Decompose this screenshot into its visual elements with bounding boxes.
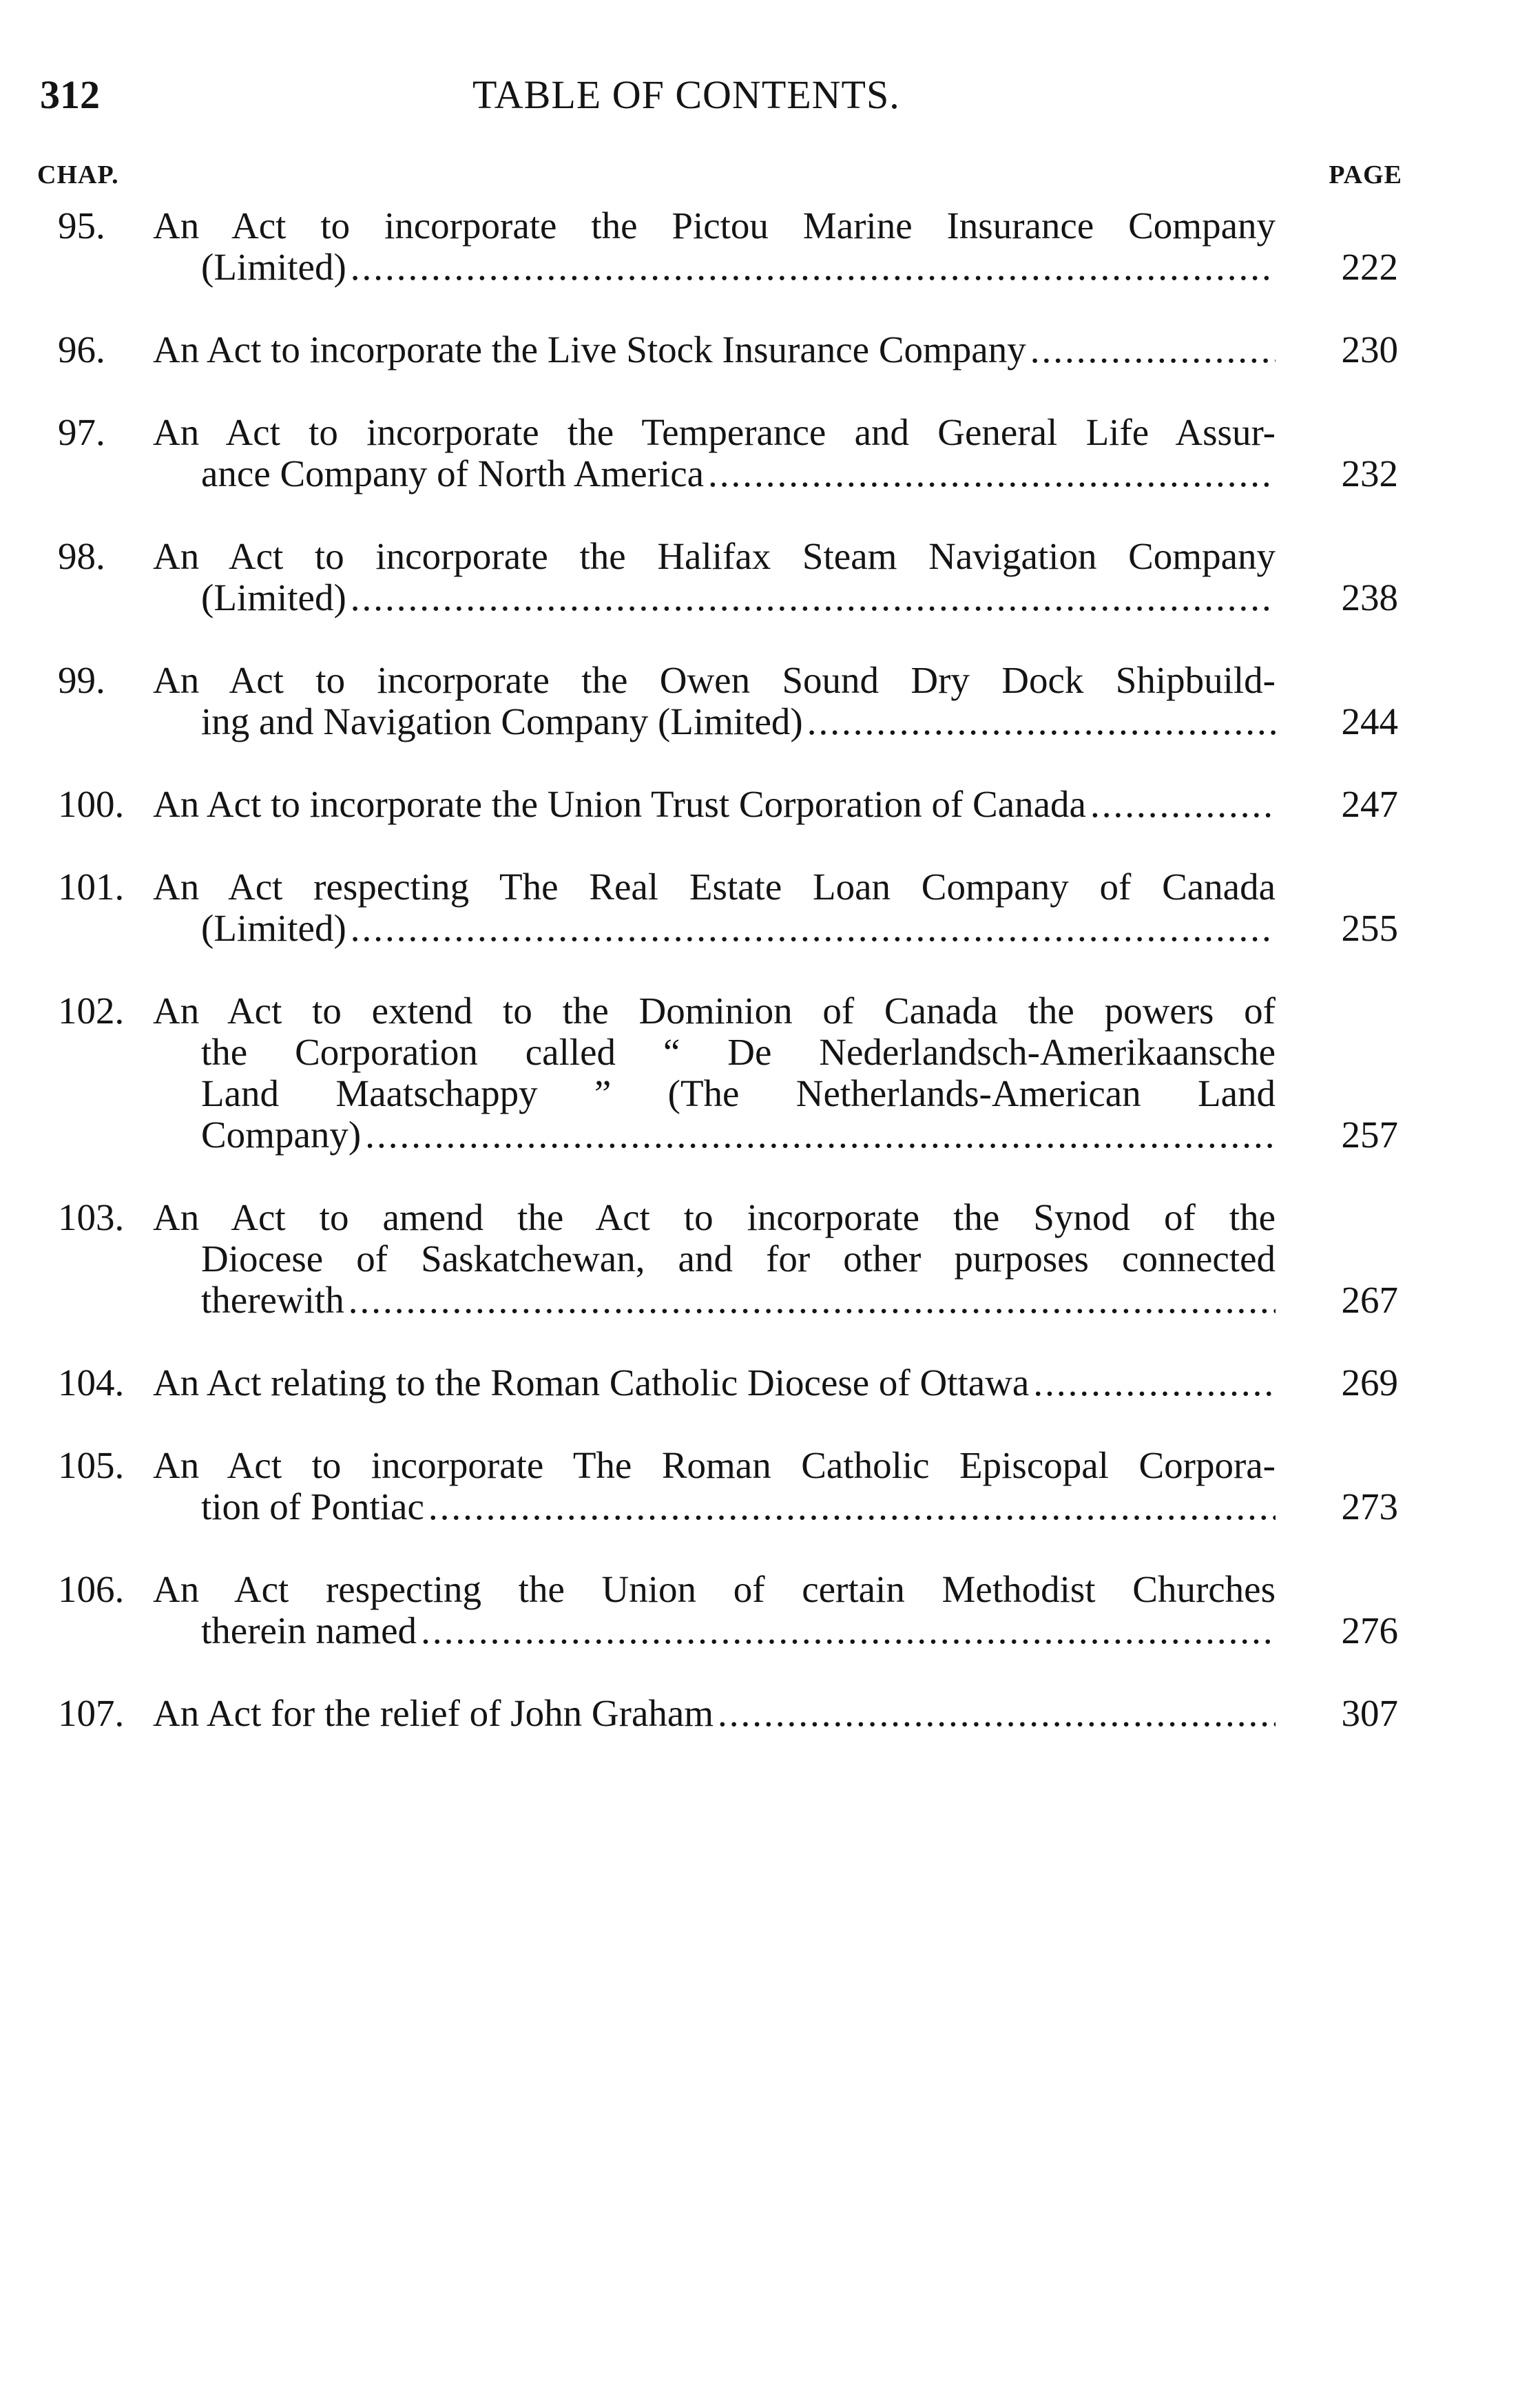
page-number: 312: [40, 72, 100, 117]
entry-title-line: ance Company of North America: [201, 452, 705, 494]
toc-entry: [0, 866, 1540, 949]
entry-title-line: An Act to incorporate the Live Stock Insurance Company: [153, 329, 1026, 371]
toc-entry: [0, 1693, 1540, 1734]
page-reference: 238: [1341, 576, 1398, 618]
toc-entry: [0, 1445, 1540, 1528]
page-reference: 222: [1341, 246, 1398, 288]
page-reference: 276: [1341, 1609, 1398, 1651]
entry-title-line: An Act to incorporate the Owen Sound Dry Dock Shipbuild-: [153, 659, 1276, 701]
entry-title-line: Land Maatschappy ” (The Netherlands-American Land: [201, 1072, 1276, 1114]
toc-entry: [0, 784, 1540, 825]
entry-title: [153, 1693, 1276, 1734]
dot-leader: [348, 1280, 1276, 1321]
toc-entry: [0, 990, 1540, 1156]
entry-title-last-line: [153, 908, 1276, 949]
page-reference: 230: [1341, 329, 1398, 371]
entry-title-last-line: [153, 1280, 1276, 1321]
entry-title-line: An Act to incorporate the Pictou Marine Insurance Company: [153, 205, 1276, 247]
entry-title-last-line: [153, 784, 1276, 825]
chapter-number: 96.: [58, 329, 105, 371]
entry-title: [153, 660, 1276, 742]
entry-title-line: An Act to extend to the Dominion of Canada the powers of: [153, 990, 1276, 1032]
entry-title-line: An Act relating to the Roman Catholic Diocese of Ottawa: [153, 1362, 1030, 1404]
entry-title-line: An Act respecting The Real Estate Loan Company of Canada: [153, 866, 1276, 908]
toc-entry: [0, 536, 1540, 618]
toc-entry: [0, 329, 1540, 371]
entry-title-line: the Corporation called “ De Nederlandsch-Amerikaansche: [201, 1031, 1276, 1073]
page-header: [40, 72, 1404, 127]
entry-title-line: An Act to incorporate the Halifax Steam Navigation Company: [153, 535, 1276, 577]
entry-title: [153, 1445, 1276, 1528]
page-reference: 244: [1341, 700, 1398, 742]
entry-title-line: (Limited): [201, 907, 346, 949]
dot-leader: [351, 908, 1276, 949]
chapter-column-label: CHAP.: [37, 160, 119, 189]
entry-title-line: An Act to incorporate the Union Trust Corporation of Canada: [153, 783, 1086, 825]
dot-leader: [1090, 784, 1276, 825]
page-reference: 257: [1341, 1114, 1398, 1156]
entry-title: [153, 329, 1276, 371]
dot-leader: [365, 1114, 1276, 1156]
page-column-label: PAGE: [1329, 160, 1402, 189]
page-reference: 267: [1341, 1279, 1398, 1321]
entry-title-last-line: [153, 247, 1276, 288]
chapter-number: 102.: [58, 990, 125, 1032]
entry-title-line: tion of Pontiac: [201, 1486, 424, 1528]
dot-leader: [351, 577, 1276, 618]
toc-entry: [0, 1569, 1540, 1651]
entry-title-last-line: [153, 453, 1276, 494]
dot-leader: [351, 247, 1276, 288]
chapter-number: 101.: [58, 866, 125, 908]
running-title: TABLE OF CONTENTS.: [472, 72, 900, 117]
entry-title: [153, 412, 1276, 494]
chapter-number: 104.: [58, 1362, 125, 1404]
entry-title: [153, 866, 1276, 949]
page-reference: 255: [1341, 907, 1398, 949]
entry-title-line: therein named: [201, 1609, 417, 1651]
toc-entry: [0, 1197, 1540, 1321]
chapter-number: 100.: [58, 783, 125, 825]
chapter-number: 103.: [58, 1196, 125, 1238]
dot-leader: [708, 453, 1276, 494]
entry-title-last-line: [153, 577, 1276, 618]
entry-title-last-line: [153, 701, 1276, 742]
entry-title-last-line: [153, 1114, 1276, 1156]
dot-leader: [421, 1610, 1276, 1651]
toc-entry: [0, 205, 1540, 288]
page-reference: 269: [1341, 1362, 1398, 1404]
entry-title-line: (Limited): [201, 246, 346, 288]
entry-title-line: An Act to incorporate the Temperance and General Life Assur-: [153, 411, 1276, 453]
dot-leader: [718, 1693, 1276, 1734]
entry-title-line: (Limited): [201, 576, 346, 618]
chapter-number: 107.: [58, 1692, 125, 1734]
chapter-number: 106.: [58, 1568, 125, 1610]
dot-leader: [428, 1486, 1276, 1528]
chapter-number: 97.: [58, 411, 105, 453]
chapter-number: 95.: [58, 205, 105, 247]
entry-title-last-line: [153, 1610, 1276, 1651]
entry-title-line: An Act respecting the Union of certain Methodist Churches: [153, 1568, 1276, 1610]
entry-title-line: therewith: [201, 1279, 344, 1321]
entry-title: [153, 205, 1276, 288]
dot-leader: [807, 701, 1276, 742]
entry-title-last-line: [153, 1362, 1276, 1404]
dot-leader: [1033, 1362, 1276, 1404]
entry-title: [153, 990, 1276, 1156]
entry-title-last-line: [153, 1486, 1276, 1528]
toc-entry: [0, 1362, 1540, 1404]
entry-title: [153, 1362, 1276, 1404]
page-reference: 247: [1341, 783, 1398, 825]
entry-title-line: An Act to amend the Act to incorporate the Synod of the: [153, 1196, 1276, 1238]
entry-title-last-line: [153, 329, 1276, 371]
entry-title: [153, 1197, 1276, 1321]
entry-title-line: Diocese of Saskatchewan, and for other purposes connected: [201, 1238, 1276, 1280]
toc-entry: [0, 660, 1540, 742]
entry-title: [153, 536, 1276, 618]
toc-entry: [0, 412, 1540, 494]
entry-title: [153, 784, 1276, 825]
entry-title-line: An Act for the relief of John Graham: [153, 1692, 714, 1734]
entry-title-line: An Act to incorporate The Roman Catholic Episcopal Corpora-: [153, 1444, 1276, 1486]
page-reference: 232: [1341, 452, 1398, 494]
page-reference: 273: [1341, 1486, 1398, 1528]
entry-title-line: Company): [201, 1114, 362, 1156]
dot-leader: [1030, 329, 1276, 371]
entry-title-last-line: [153, 1693, 1276, 1734]
entry-title: [153, 1569, 1276, 1651]
page-reference: 307: [1341, 1692, 1398, 1734]
chapter-number: 105.: [58, 1444, 125, 1486]
table-of-contents: [0, 205, 1540, 1775]
chapter-number: 99.: [58, 659, 105, 701]
entry-title-line: ing and Navigation Company (Limited): [201, 700, 803, 742]
chapter-number: 98.: [58, 535, 105, 577]
